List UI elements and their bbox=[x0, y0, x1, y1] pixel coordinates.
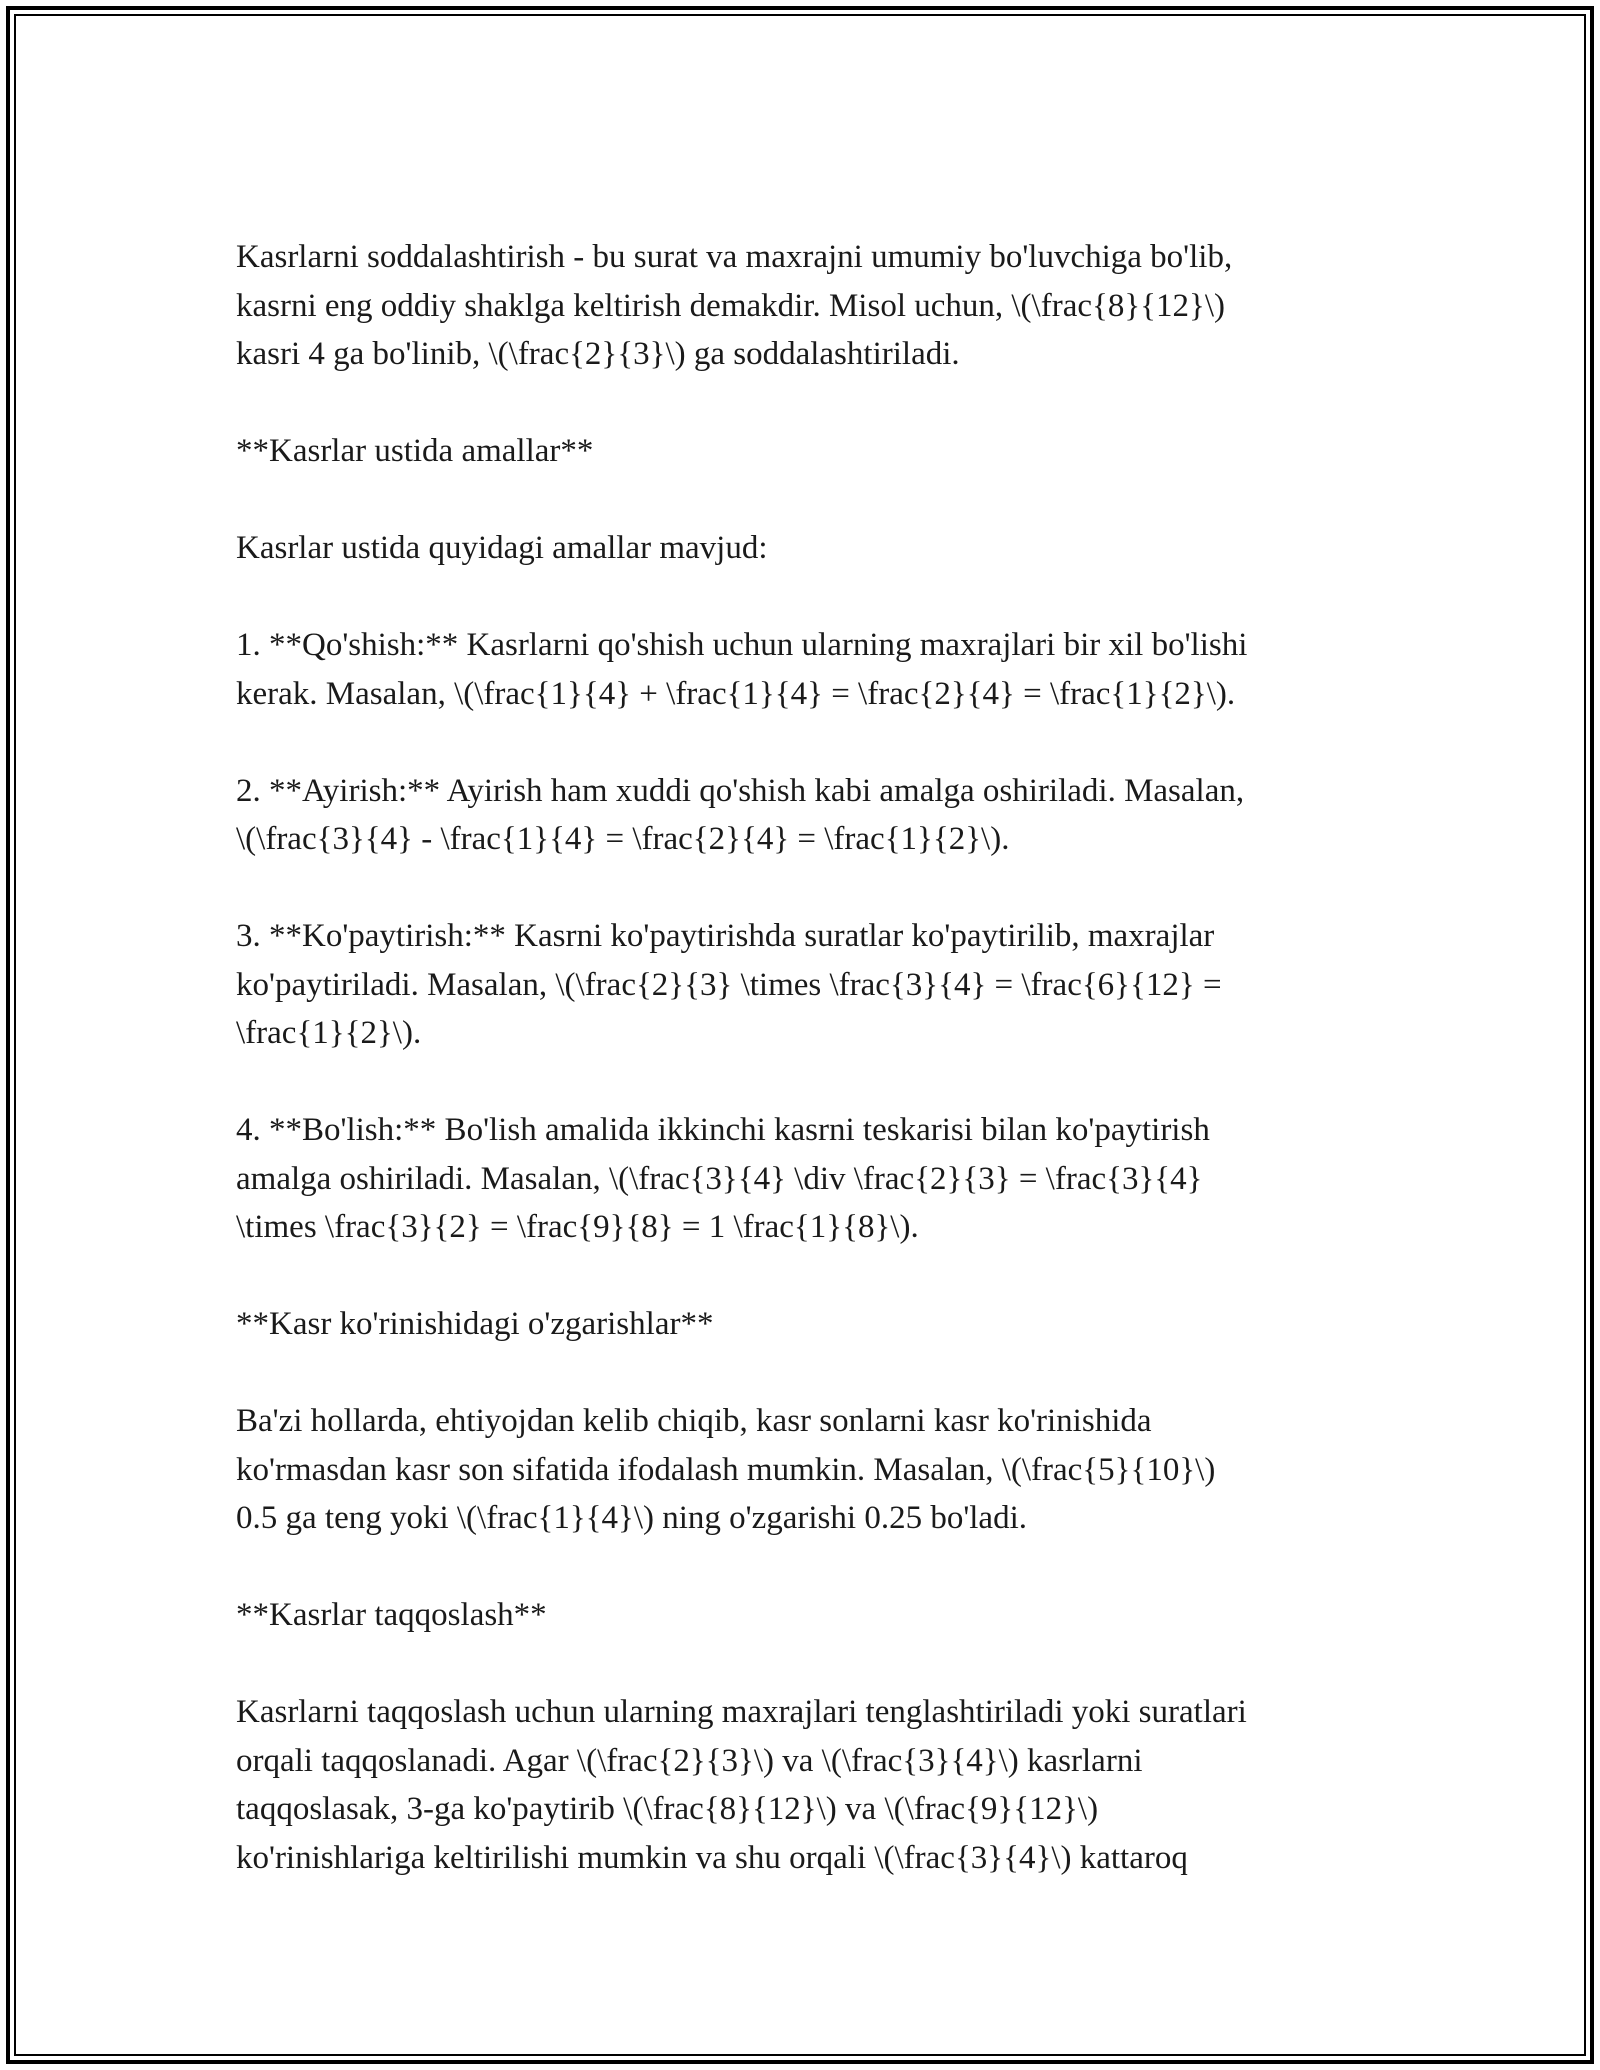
list-item-addition: 1. **Qo'shish:** Kasrlarni qo'shish uchun ularning maxrajlari bir xil bo'lishi kerak. Masalan, \(\frac{1}{4} + \frac{1}{4} = \frac{2}{4} = \frac{1}{2}\). bbox=[236, 627, 1248, 712]
heading-operations: **Kasrlar ustida amallar** bbox=[236, 433, 594, 469]
list-item-subtraction: 2. **Ayirish:** Ayirish ham xuddi qo'shish kabi amalga oshiriladi. Masalan, \(\frac{3}{4} - \frac{1}{4} = \frac{2}{4} = \frac{1}{2}\). bbox=[236, 772, 1245, 857]
paragraph-representation: Ba'zi hollarda, ehtiyojdan kelib chiqib, kasr sonlarni kasr ko'rinishida ko'rmasdan kasr son sifatida ifodalash mumkin. Masalan, \(\frac{5}{10}\) 0.5 ga teng yoki \(\frac{1}{4}\) ning o'zgarishi 0.25 bo'ladi. bbox=[236, 1403, 1216, 1536]
paragraph-comparison: Kasrlarni taqqoslash uchun ularning maxrajlari tenglashtiriladi yoki suratlari orqali taqqoslanadi. Agar \(\frac{2}{3}\) va \(\frac{3}{4}\) kasrlarni taqqoslasak, 3-ga ko'paytirib \(\frac{8}{12}\) va \(\frac{9}{12}\) ko'rinishlariga keltirilishi mumkin va shu orqali \(\frac{3}{4}\) kattaroq bbox=[236, 1694, 1247, 1876]
heading-comparison: **Kasrlar taqqoslash** bbox=[236, 1597, 547, 1633]
paragraph-simplification: Kasrlarni soddalashtirish - bu surat va maxrajni umumiy bo'luvchiga bo'lib, kasrni eng oddiy shaklga keltirish demakdir. Misol uchun, \(\frac{8}{12}\) kasri 4 ga bo'linib, \(\frac{2}{3}\) ga soddalashtiriladi. bbox=[236, 239, 1233, 372]
list-item-multiplication: 3. **Ko'paytirish:** Kasrni ko'paytirishda suratlar ko'paytirilib, maxrajlar ko'paytiriladi. Masalan, \(\frac{2}{3} \times \frac{3}{4} = \frac{6}{12} = \frac{1}{2}\). bbox=[236, 918, 1222, 1051]
document-body bbox=[236, 233, 1376, 1931]
heading-representation-changes: **Kasr ko'rinishidagi o'zgarishlar** bbox=[236, 1306, 714, 1342]
list-item-division: 4. **Bo'lish:** Bo'lish amalida ikkinchi kasrni teskarisi bilan ko'paytirish amalga oshiriladi. Masalan, \(\frac{3}{4} \div \frac{2}{3} = \frac{3}{4} \times \frac{3}{2} = \frac{9}{8} = 1 \frac{1}{8}\). bbox=[236, 1112, 1210, 1245]
paragraph-operations-intro: Kasrlar ustida quyidagi amallar mavjud: bbox=[236, 530, 768, 566]
